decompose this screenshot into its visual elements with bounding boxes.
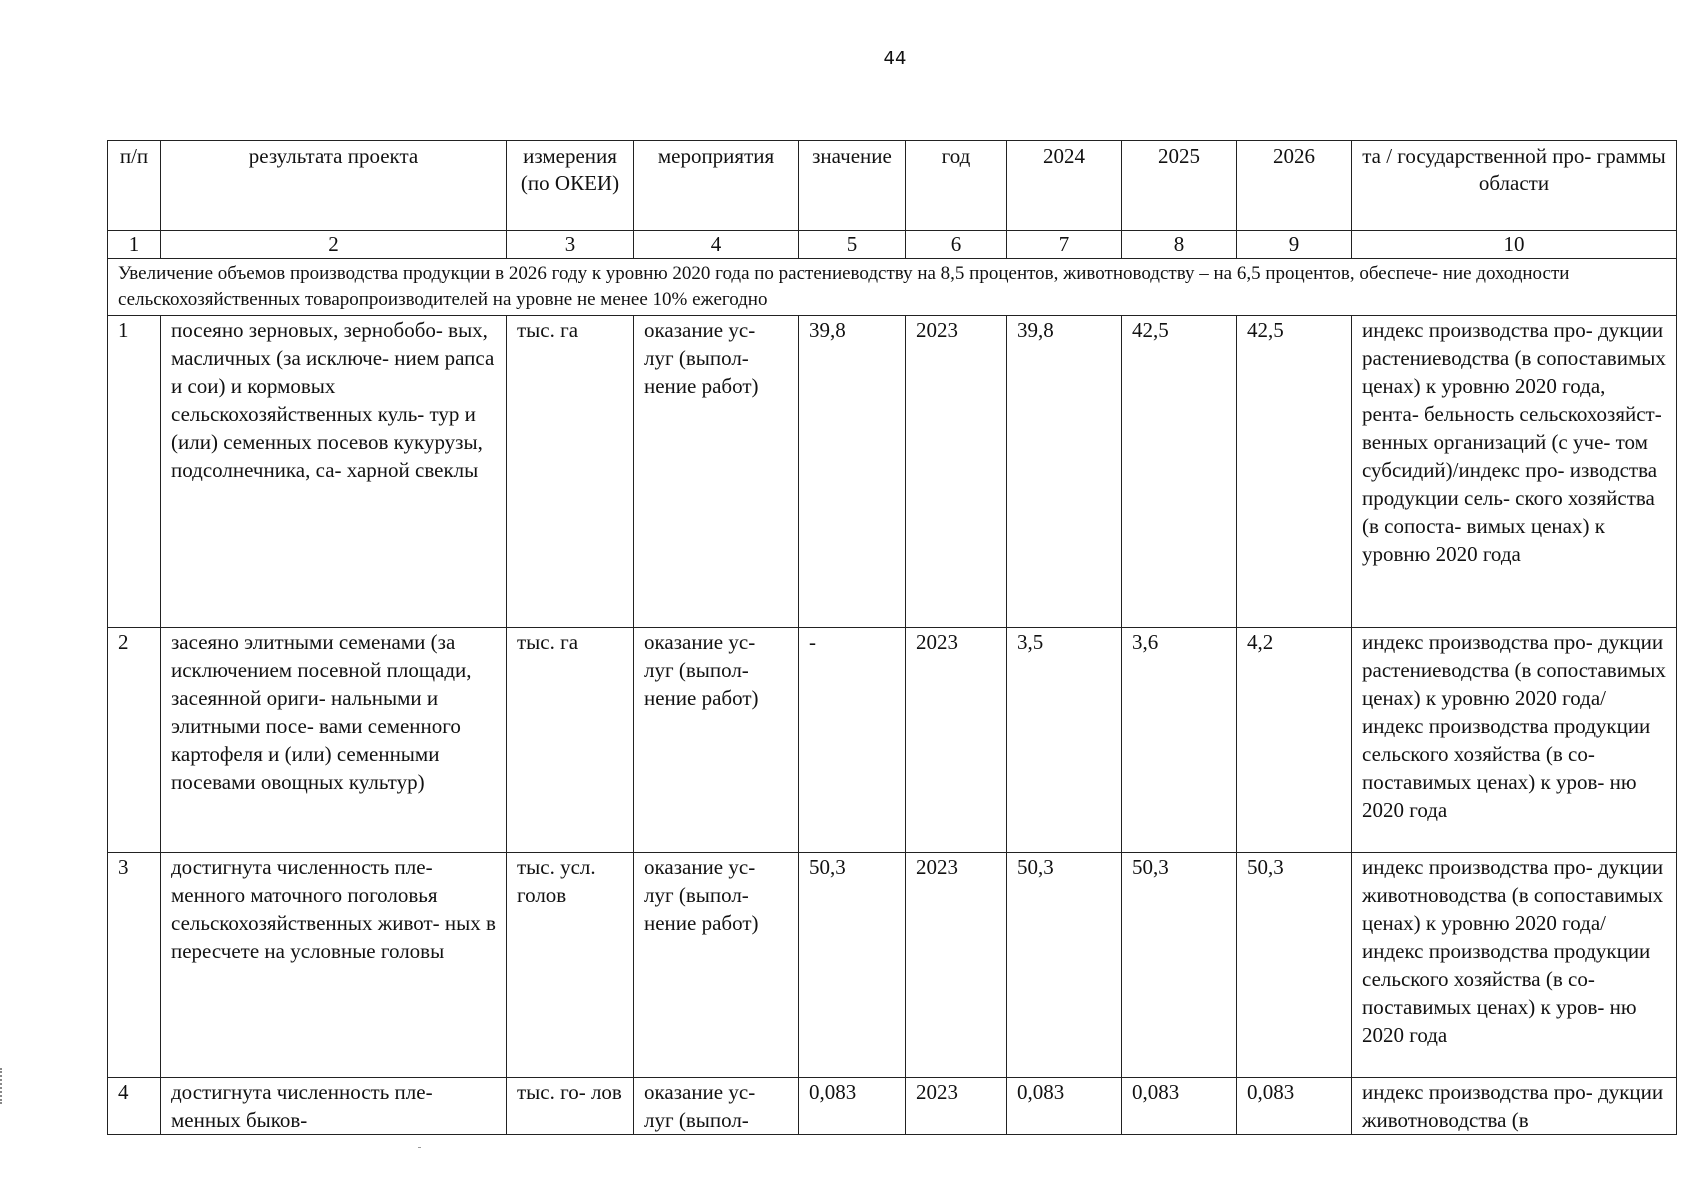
header-cell-2026: 2026 <box>1237 141 1352 231</box>
value-2026-cell: 42,5 <box>1237 316 1352 628</box>
event-cell: оказание ус- луг (выпол- нение работ) <box>634 316 799 628</box>
base-year-cell: 2023 <box>906 1078 1007 1135</box>
column-number: 10 <box>1352 231 1677 259</box>
table-row <box>108 316 1677 628</box>
row-number: 1 <box>108 316 161 628</box>
result-cell: засеяно элитными семенами (за исключением посевной площади, засеянной ориги- нальными и элитными посе- вами семенного картофеля и (или) семенными посевами овощных культур) <box>161 628 507 853</box>
row-number: 2 <box>108 628 161 853</box>
value-2024-cell: 3,5 <box>1007 628 1122 853</box>
column-number: 1 <box>108 231 161 259</box>
header-cell-2025: 2025 <box>1122 141 1237 231</box>
table-row <box>108 1078 1677 1135</box>
row-number: 4 <box>108 1078 161 1135</box>
header-cell-base-year: год <box>906 141 1007 231</box>
value-2026-cell: 4,2 <box>1237 628 1352 853</box>
result-cell: достигнута численность пле- менных быков- <box>161 1078 507 1135</box>
value-2025-cell: 42,5 <box>1122 316 1237 628</box>
column-number: 6 <box>906 231 1007 259</box>
unit-cell: тыс. га <box>507 628 634 853</box>
project-results-table <box>107 140 1677 1135</box>
header-cell-event: мероприятия <box>634 141 799 231</box>
base-value-cell: 50,3 <box>799 853 906 1078</box>
column-number: 5 <box>799 231 906 259</box>
base-year-cell: 2023 <box>906 853 1007 1078</box>
value-2025-cell: 50,3 <box>1122 853 1237 1078</box>
indicator-cell: индекс производства про- дукции растениеводства (в сопоставимых ценах) к уровню 2020 года, рента- бельность сельскохозяйст- венных организаций (с уче- том субсидий)/индекс про- изводства продукции сель- ского хозяйства (в сопоста- вимых ценах) к уровню 2020 года <box>1352 316 1677 628</box>
column-number: 4 <box>634 231 799 259</box>
base-year-cell: 2023 <box>906 628 1007 853</box>
row-number: 3 <box>108 853 161 1078</box>
event-cell: оказание ус- луг (выпол- нение работ) <box>634 853 799 1078</box>
column-number: 7 <box>1007 231 1122 259</box>
section-text: Увеличение объемов производства продукции в 2026 году к уровню 2020 года по растениеводству на 8,5 процентов, животноводству – на 6,5 процентов, обеспече- ние доходности сельскохозяйственных товаропроизводителей на уровне не менее 10% ежегодно <box>108 259 1677 316</box>
value-2026-cell: 50,3 <box>1237 853 1352 1078</box>
header-cell-2024: 2024 <box>1007 141 1122 231</box>
value-2024-cell: 0,083 <box>1007 1078 1122 1135</box>
header-cell-unit: измерения (по ОКЕИ) <box>507 141 634 231</box>
column-number-row <box>108 231 1677 259</box>
value-2025-cell: 3,6 <box>1122 628 1237 853</box>
header-cell-number: п/п <box>108 141 161 231</box>
indicator-cell: индекс производства про- дукции растениеводства (в сопоставимых ценах) к уровню 2020 года/индекс производства продукции сельского хозяйства (в со- поставимых ценах) к уров- ню 2020 года <box>1352 628 1677 853</box>
column-number: 3 <box>507 231 634 259</box>
base-year-cell: 2023 <box>906 316 1007 628</box>
base-value-cell: 0,083 <box>799 1078 906 1135</box>
value-2025-cell: 0,083 <box>1122 1078 1237 1135</box>
event-cell: оказание ус- луг (выпол- нение работ) <box>634 628 799 853</box>
table-row <box>108 628 1677 853</box>
column-number: 8 <box>1122 231 1237 259</box>
event-cell: оказание ус- луг (выпол- <box>634 1078 799 1135</box>
page-number: 44 <box>883 48 907 69</box>
header-cell-result: результата проекта <box>161 141 507 231</box>
indicator-cell: индекс производства про- дукции животноводства (в сопоставимых ценах) к уровню 2020 года/индекс производства продукции сельского хозяйства (в со- поставимых ценах) к уров- ню 2020 года <box>1352 853 1677 1078</box>
unit-cell: тыс. го- лов <box>507 1078 634 1135</box>
unit-cell: тыс. усл. голов <box>507 853 634 1078</box>
table-header-row <box>108 141 1677 231</box>
column-number: 2 <box>161 231 507 259</box>
value-2024-cell: 50,3 <box>1007 853 1122 1078</box>
unit-cell: тыс. га <box>507 316 634 628</box>
section-row <box>108 259 1677 316</box>
header-cell-base-value: значение <box>799 141 906 231</box>
scan-speck <box>418 1147 421 1148</box>
result-cell: посеяно зерновых, зернобобо- вых, масличных (за исключе- нием рапса и сои) и кормовых сельскохозяйственных куль- тур и (или) семенных посевов кукурузы, подсолнечника, са- харной свеклы <box>161 316 507 628</box>
header-cell-indicator: та / государственной про- граммы области <box>1352 141 1677 231</box>
base-value-cell: - <box>799 628 906 853</box>
scan-edge-mark <box>0 1068 8 1104</box>
column-number: 9 <box>1237 231 1352 259</box>
value-2024-cell: 39,8 <box>1007 316 1122 628</box>
base-value-cell: 39,8 <box>799 316 906 628</box>
indicator-cell: индекс производства про- дукции животноводства (в <box>1352 1078 1677 1135</box>
value-2026-cell: 0,083 <box>1237 1078 1352 1135</box>
result-cell: достигнута численность пле- менного маточного поголовья сельскохозяйственных живот- ных в пересчете на условные головы <box>161 853 507 1078</box>
table-row <box>108 853 1677 1078</box>
